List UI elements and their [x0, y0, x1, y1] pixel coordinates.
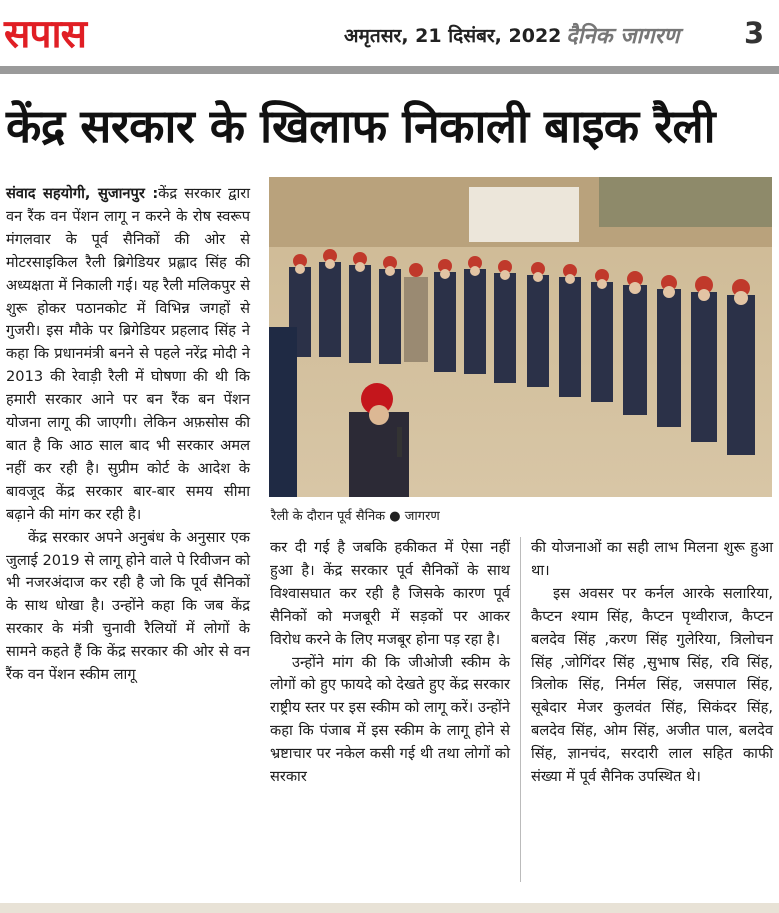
paragraph: केंद्र सरकार अपने अनुबंध के अनुसार एक जुलाई 2019 से लागू होने वाले पे रिवीजन को भी नजरअंदाज कर रही है जो कि पूर्व सैनिकों के साथ धोखा है। उन्होंने कहा कि जब केंद्र सरकार के मंत्री चुनावी रैलियों में लोगों के सामने कहते हैं कि केंद्र सरकार की ओर से वन रैंक वन पेंशन स्कीम लागू: [6, 528, 250, 684]
masthead: [0, 0, 779, 66]
section-label: सपास: [4, 12, 86, 57]
newspaper-name: दैनिक जागरण: [566, 24, 680, 49]
photo-illustration: [269, 177, 772, 497]
rally-photo: [269, 177, 772, 497]
masthead-rule: [0, 66, 779, 74]
column-divider: [520, 537, 521, 882]
paragraph: इस अवसर पर कर्नल आरके सलारिया, कैप्टन श्याम सिंह, कैप्टन पृथ्वीराज, कैप्टन बलदेव सिंह ,करण सिंह गुलेरिया, त्रिलोचन सिंह ,जोगिंदर सिंह ,सुभाष सिंह, रवि सिंह, त्रिलोक सिंह, निर्मल सिंह, जसपाल सिंह, सूबेदार मेजर कुलवंत सिंह, सिकंदर सिंह, बलदेव सिंह, ओम सिंह, अजीत पाल, बलदेव सिंह, ज्ञानचंद, सरदारी लाल सहित काफी संख्या में पूर्व सैनिक उपस्थित थे।: [531, 584, 773, 786]
paragraph: उन्होंने मांग की कि जीओजी स्कीम के लोगों को हुए फायदे को देखते हुए केंद्र सरकार राष्ट्रीय स्तर पर इस स्कीम को लागू करें। उन्होंने कहा कि पंजाब में इस स्कीम के लागू होने से भ्रष्टाचार पर नकेल कसी गई थी तथा लोगों को सरकार: [270, 653, 510, 786]
headline: केंद्र सरकार के खिलाफ निकाली बाइक रैली: [6, 99, 716, 153]
paragraph: कर दी गई है जबकि हकीकत में ऐसा नहीं हुआ है। केंद्र सरकार पूर्व सैनिकों के साथ विश्वासघात कर रही है जिसके कारण पूर्व सैनिकों को मजबूरी में सड़कों पर आकर विरोध करने के लिए मजबूर होना पड़ रहा है।: [270, 539, 510, 648]
photo-caption: रैली के दौरान पूर्व सैनिक ● जागरण: [271, 509, 440, 524]
article-column-3: [531, 537, 773, 789]
dateline: अमृतसर, 21 दिसंबर, 2022: [344, 25, 562, 47]
next-article-strip: [0, 903, 779, 913]
byline: संवाद सहयोगी, सुजानपुर :: [6, 185, 159, 202]
article-column-1: [6, 183, 250, 687]
paragraph: की योजनाओं का सही लाभ मिलना शुरू हुआ था।: [531, 539, 773, 579]
article-column-2: [270, 537, 510, 789]
page-number: 3: [744, 16, 765, 50]
paragraph: केंद्र सरकार द्वारा वन रैंक वन पेंशन लागू न करने के रोष स्वरूप मंगलवार के पूर्व सैनिकों की ओर से मोटरसाइकिल रैली ब्रिगेडियर प्रह्लाद सिंह की अध्यक्षता में निकाली गई। यह रैली मलिकपुर से शुरू होकर पठानकोट में विभिन्न जगहों से गुजरी। इस मौके पर ब्रिगेडियर प्रहलाद सिंह ने कहा कि प्रधानमंत्री बनने से पहले नरेंद्र मोदी ने 2013 की रेवाड़ी रैली में घोषणा की थी कि हमारी सरकार आने पर बन रैंक बन पेंशन योजना लागू की जाएगी। लेकिन अफ़सोस की बात है कि आठ साल बाद भी सरकार अमल नहीं कर रही है। सुप्रीम कोर्ट के आदेश के बावजूद केंद्र सरकार बार-बार समय सीमा बढ़ाने की मांग कर रही है।: [6, 185, 250, 523]
